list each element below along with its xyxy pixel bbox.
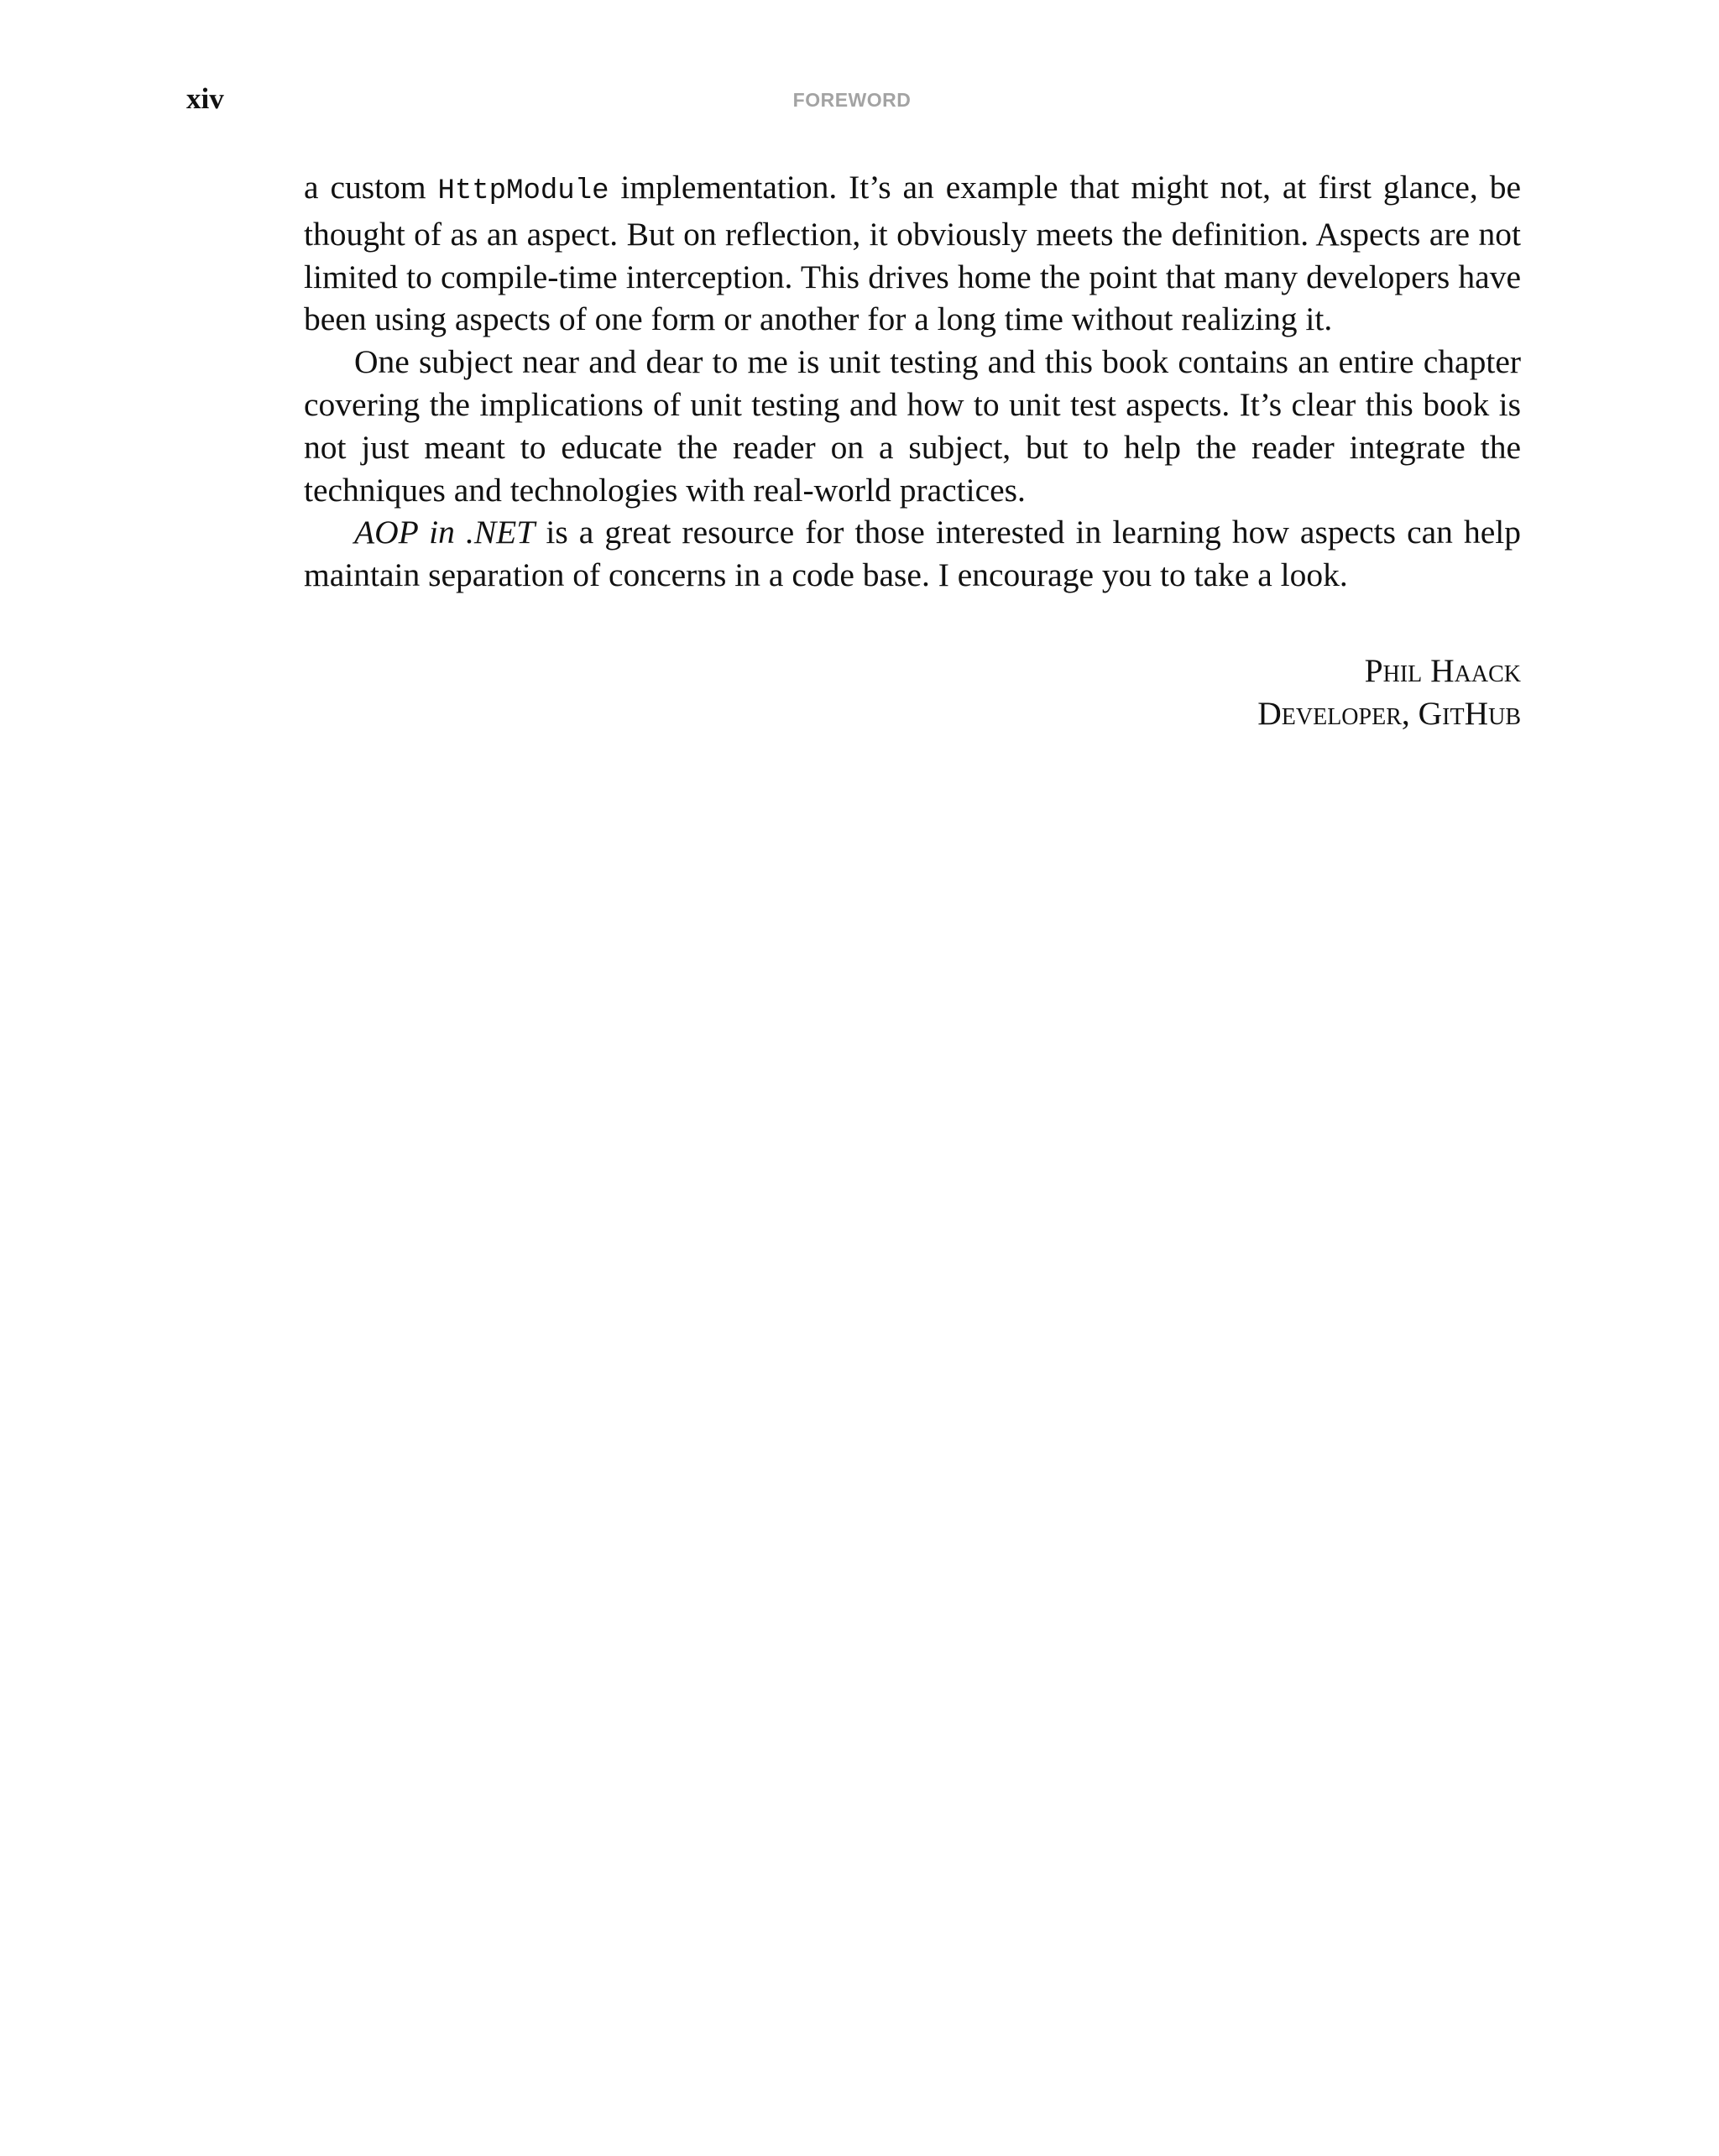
- paragraph-3-text: is a great resource for those interested in learning how aspects can help maintain separation of concerns in a code base. I encourage you to take a look.: [304, 514, 1521, 594]
- foreword-body: [304, 166, 1521, 597]
- paragraph-1-text-start: a custom: [304, 169, 438, 206]
- paragraph-3: [304, 511, 1521, 597]
- paragraph-1-text-end: implementation. It’s an example that might not, at first glance, be thought of as an aspect. But on reflection, it obviously meets the definition. Aspects are not limited to compile-time interception. This drives home the point that many developers have been using aspects of one form or another for a long time without realizing it.: [304, 169, 1521, 338]
- paragraph-2: One subject near and dear to me is unit testing and this book contains an entire chapter covering the implications of unit testing and how to unit test aspects. It’s clear this book is not just meant to educate the reader on a subject, but to help the reader integrate the techniques and technologies with real-world practices.: [304, 343, 1521, 509]
- author-role: Developer, GitHub: [1257, 694, 1521, 732]
- author-name: Phil Haack: [1364, 652, 1521, 689]
- running-head: FOREWORD: [792, 89, 912, 111]
- book-title: AOP in .NET: [354, 514, 536, 551]
- paragraph-1: [304, 166, 1521, 341]
- inline-code-httpmodule: HttpModule: [437, 175, 609, 207]
- signature-block: [304, 650, 1521, 735]
- page-number: xiv: [186, 82, 224, 115]
